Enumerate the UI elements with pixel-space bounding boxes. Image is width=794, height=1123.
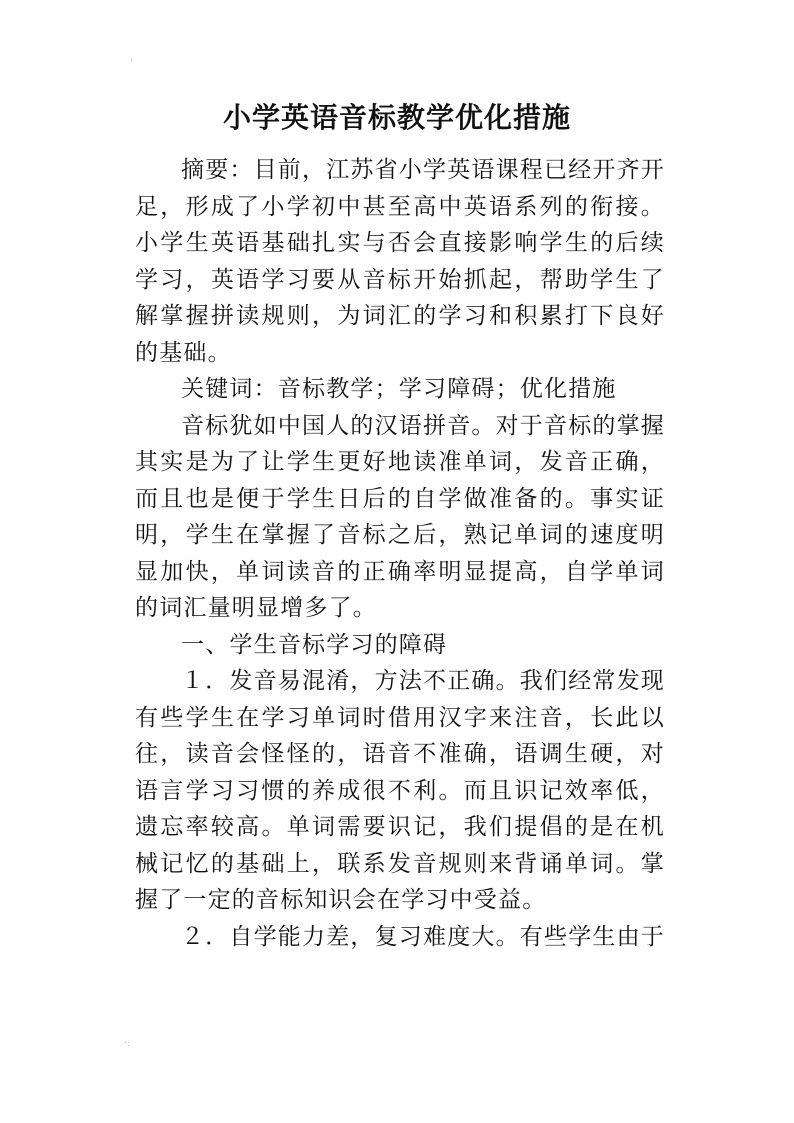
point-1-paragraph: １．发音易混淆，方法不正确。我们经常发现有些学生在学习单词时借用汉字来注音，长此以往，读音会怪怪的，语音不准确，语调生硬，对语言学习习惯的养成很不利。而且识记效率低，遗忘率较高。单词需要识记，我们提倡的是在机械记忆的基础上，联系发音规则来背诵单词。掌握了一定的音标知识会在学习中受益。 — [135, 668, 665, 913]
document-title: 小学英语音标教学优化措施 — [222, 101, 571, 134]
abstract-paragraph: 摘要：目前，江苏省小学英语课程已经开齐开足，形成了小学初中甚至高中英语系列的衔接。小学生英语基础扎实与否会直接影响学生的后续学习，英语学习要从音标开始抓起，帮助学生了解掌握拼读规则，为词汇的学习和积累打下良好的基础。 — [135, 157, 665, 366]
keywords-line: 关键词：音标教学；学习障碍；优化措施 — [181, 376, 617, 402]
scan-speck: ·: — [124, 1038, 131, 1049]
section-heading: 一、学生音标学习的障碍 — [181, 631, 448, 658]
document-body — [135, 152, 665, 955]
point-2-paragraph: ２．自学能力差，复习难度大。有些学生由于 — [181, 923, 665, 950]
intro-paragraph: 音标犹如中国人的汉语拼音。对于音标的掌握其实是为了让学生更好地读准单词，发音正确，而且也是便于学生日后的自学做准备的。事实证明，学生在掌握了音标之后，熟记单词的速度明显加快，单词读音的正确率明显提高，自学单词的词汇量明显增多了。 — [135, 412, 665, 621]
scan-speck: ' — [130, 58, 133, 69]
